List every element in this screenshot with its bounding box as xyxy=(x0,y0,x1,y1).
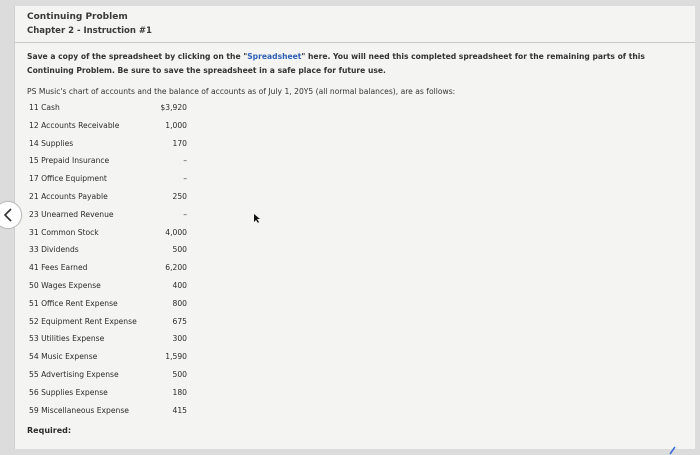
account-name: 14 Supplies xyxy=(29,138,74,148)
account-name: 52 Equipment Rent Expense xyxy=(29,316,137,326)
account-name: 17 Office Equipment xyxy=(29,174,107,184)
header-divider xyxy=(15,42,695,43)
account-row xyxy=(29,403,199,419)
account-row xyxy=(29,136,199,152)
page-title: Continuing Problem xyxy=(27,12,128,22)
account-row xyxy=(29,242,199,258)
account-row xyxy=(29,367,199,383)
required-heading: Required: xyxy=(27,426,72,435)
account-row xyxy=(29,153,199,169)
account-row xyxy=(29,225,199,241)
mouse-pointer-icon xyxy=(253,213,261,223)
account-balance: 1,590 xyxy=(165,352,187,362)
account-balance: 170 xyxy=(172,138,187,148)
account-name: 56 Supplies Expense xyxy=(29,387,108,397)
account-name: 41 Fees Earned xyxy=(29,263,88,273)
account-row xyxy=(29,278,199,294)
instruction-text-end: " here. You will need this completed spreadsheet for the remaining parts of this Continuing Problem. Be sure to save the spreadsheet in a safe place for future use. xyxy=(27,52,645,75)
account-balance: 250 xyxy=(172,192,187,201)
account-balance: – xyxy=(183,209,187,219)
account-name: 21 Accounts Payable xyxy=(29,192,108,201)
account-name: 12 Accounts Receivable xyxy=(29,120,120,130)
account-balance: 1,000 xyxy=(165,120,187,130)
account-row xyxy=(29,314,199,330)
problem-panel xyxy=(14,6,695,449)
account-balance: 500 xyxy=(172,245,187,255)
account-name: 23 Unearned Revenue xyxy=(29,209,114,219)
account-name: 54 Music Expense xyxy=(29,352,98,362)
chevron-left-icon xyxy=(2,208,14,222)
account-balance: – xyxy=(183,156,187,166)
account-name: 33 Dividends xyxy=(29,245,79,255)
account-row xyxy=(29,100,199,116)
account-row xyxy=(29,171,199,187)
account-balance: 4,000 xyxy=(165,227,187,237)
account-balance: 6,200 xyxy=(165,263,187,273)
account-name: 11 Cash xyxy=(29,103,60,112)
account-row xyxy=(29,349,199,365)
chapter-instruction-label: Chapter 2 - Instruction #1 xyxy=(27,26,152,36)
account-balance: 800 xyxy=(172,298,187,308)
account-balance: 180 xyxy=(172,387,187,397)
account-name: 50 Wages Expense xyxy=(29,281,101,290)
account-name: 59 Miscellaneous Expense xyxy=(29,405,129,415)
account-row xyxy=(29,260,199,276)
account-row xyxy=(29,385,199,401)
account-row xyxy=(29,207,199,223)
account-row xyxy=(29,118,199,134)
account-balance: 415 xyxy=(172,405,187,415)
account-row xyxy=(29,296,199,312)
account-balance: 300 xyxy=(172,334,187,344)
account-balance: $3,920 xyxy=(160,103,187,112)
account-balance: 400 xyxy=(172,281,187,290)
account-row xyxy=(29,331,199,347)
spreadsheet-link[interactable]: Spreadsheet xyxy=(247,52,302,61)
instruction-text xyxy=(27,50,677,78)
account-name: 51 Office Rent Expense xyxy=(29,298,118,308)
account-name: 53 Utilities Expense xyxy=(29,334,105,344)
edit-mark-icon xyxy=(669,446,677,455)
accounts-intro: PS Music's chart of accounts and the balance of accounts as of July 1, 20Y5 (all normal balances), are as follows: xyxy=(27,87,456,96)
account-balance: 500 xyxy=(172,370,187,379)
account-balance: 675 xyxy=(172,316,187,326)
account-name: 55 Advertising Expense xyxy=(29,370,119,379)
instruction-text-start: Save a copy of the spreadsheet by clicking on the " xyxy=(27,52,248,61)
account-name: 15 Prepaid Insurance xyxy=(29,156,110,166)
account-row xyxy=(29,189,199,205)
account-balance: – xyxy=(183,174,187,184)
account-name: 31 Common Stock xyxy=(29,227,99,237)
